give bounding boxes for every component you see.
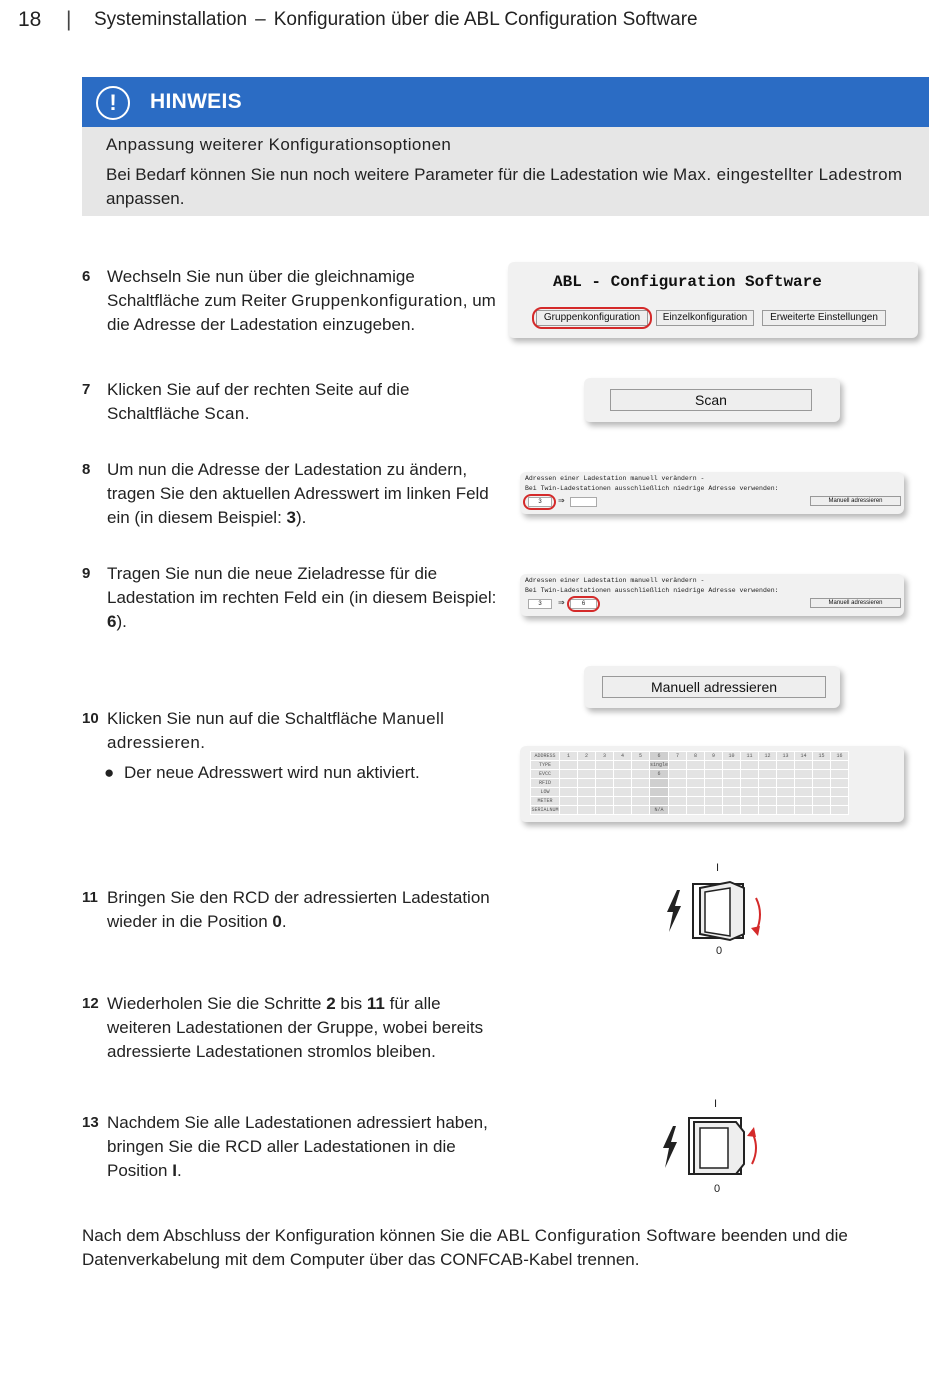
step-text — [107, 562, 502, 634]
grid-cell: 14 — [795, 752, 813, 761]
step-12 — [82, 992, 502, 1064]
grid-row — [531, 761, 849, 770]
hint-title: HINWEIS — [150, 90, 242, 113]
tab-einzelkonfiguration[interactable]: Einzelkonfiguration — [656, 310, 754, 326]
grid-row-label: SERIALNUM — [531, 807, 559, 813]
step-number: 8 — [82, 461, 91, 478]
closing-text-post: beenden und die Datenverkabelung mit dem Computer über das CONFCAB-Kabel trennen. — [82, 1226, 848, 1269]
grid-cell: 13 — [777, 752, 795, 761]
step-9 — [82, 562, 502, 634]
step-text-em: 6 — [107, 612, 117, 631]
rcd-label-i: I — [716, 862, 720, 874]
step-7 — [82, 378, 502, 426]
to-address-input[interactable]: 6 — [570, 599, 597, 609]
hint-subtitle: Anpassung weiterer Konfigurationsoptionen — [106, 135, 452, 154]
grid-row — [531, 797, 849, 806]
closing-paragraph — [82, 1224, 922, 1272]
grid-cell: 2 — [578, 752, 596, 761]
rcd-label-i: I — [714, 1098, 718, 1110]
header-title: Konfiguration über die ABL Configuration Software — [273, 9, 698, 30]
rcd-label-0: 0 — [714, 1183, 721, 1195]
from-address-input[interactable]: 3 — [528, 497, 552, 507]
grid-cell: 16 — [831, 752, 849, 761]
step-text-pre: Wiederholen Sie die Schritte — [107, 994, 327, 1013]
manual-address-screenshot-2 — [520, 574, 904, 616]
step-text — [107, 458, 502, 530]
step-number: 11 — [82, 889, 98, 906]
step-text-post: . — [200, 733, 205, 752]
from-address-input[interactable]: 3 — [528, 599, 552, 609]
step-text — [107, 378, 502, 426]
rcd-on-illustration — [656, 1098, 766, 1198]
page-header — [94, 9, 698, 31]
grid-cell: ADDRESS — [531, 752, 560, 761]
rcd-label-0: 0 — [716, 945, 723, 957]
grid-row-label: EVCC — [531, 770, 560, 779]
step-text-em: Scan — [204, 404, 245, 423]
app-title: ABL - Configuration Software — [553, 273, 822, 291]
header-separator: | — [66, 8, 72, 31]
bullet-dot-icon: ● — [104, 763, 115, 782]
lightning-icon — [663, 1126, 677, 1168]
step-text-pre: Um nun die Adresse der Ladestation zu ändern, tragen Sie den aktuellen Adresswert im linken Feld ein (in diesem Beispiel: — [107, 460, 489, 527]
manual-address-button[interactable]: Manuell adressieren — [810, 496, 901, 506]
step-text-post: ). — [116, 612, 127, 631]
grid-row-label: METER — [531, 797, 560, 806]
rcd-switch-down-graphic — [660, 876, 770, 946]
highlight-ring — [532, 307, 652, 329]
step-number: 10 — [82, 710, 99, 727]
step-text — [107, 265, 502, 337]
abl-software-tabs-screenshot — [508, 262, 918, 338]
step-6 — [82, 265, 502, 337]
grid-row — [531, 770, 849, 779]
step-8 — [82, 458, 502, 530]
step-text — [107, 886, 502, 934]
hint-body-text: Bei Bedarf können Sie nun noch weitere Parameter für die Ladestation wie — [106, 165, 674, 184]
step-text-em: 0 — [272, 912, 282, 931]
exclamation-icon: ! — [96, 86, 130, 120]
closing-text-pre: Nach dem Abschluss der Konfiguration können Sie die — [82, 1226, 497, 1245]
step-11 — [82, 886, 502, 934]
arrow-icon: ⇒ — [558, 598, 565, 607]
grid-row-label: LOW — [531, 788, 560, 797]
hint-title-bar — [82, 77, 929, 127]
step-number: 9 — [82, 565, 91, 582]
step-number: 12 — [82, 995, 99, 1012]
step-text-post: . — [176, 1161, 182, 1180]
lightning-icon — [667, 890, 681, 932]
step-text-post: , um die Adresse der Ladestation einzugeben. — [107, 291, 496, 334]
step-text-post: . — [244, 404, 250, 423]
step-number: 6 — [82, 268, 91, 285]
step-text-pre: Klicken Sie auf der rechten Seite auf die Schaltfläche — [107, 380, 410, 423]
header-dash: – — [255, 9, 266, 30]
step-text — [107, 707, 502, 755]
scan-button[interactable]: Scan — [610, 389, 812, 411]
header-section: Systeminstallation — [94, 9, 248, 30]
grid-cell: 9 — [705, 752, 723, 761]
grid-cell: 7 — [669, 752, 687, 761]
step-text-em: 2 — [326, 994, 336, 1013]
step-text-em: Manuell adressieren — [107, 709, 445, 752]
step-13 — [82, 1111, 502, 1183]
step-text — [107, 992, 502, 1064]
grid-cell: 15 — [813, 752, 831, 761]
step-text-post: ). — [296, 508, 307, 527]
hint-box — [82, 77, 929, 216]
step-text-em: 3 — [286, 508, 296, 527]
addr-line-2: Bei Twin-Ladestationen ausschließlich niedrige Adresse verwenden: — [525, 587, 779, 594]
grid-header-row — [531, 752, 849, 761]
step-text-post: . — [281, 912, 287, 931]
step-number: 13 — [82, 1114, 99, 1131]
highlight-ring — [523, 494, 556, 510]
page-number: 18 — [18, 8, 42, 31]
step-text-mid: bis — [335, 994, 367, 1013]
hint-body — [106, 163, 911, 211]
grid-cell: 12 — [759, 752, 777, 761]
addr-line-2: Bei Twin-Ladestationen ausschließlich niedrige Adresse verwenden: — [525, 485, 779, 492]
grid-cell: N/A — [650, 806, 669, 815]
step-text-pre: Bringen Sie den RCD der adressierten Ladestation wieder in die Position — [107, 888, 490, 931]
tab-erweiterte-einstellungen[interactable]: Erweiterte Einstellungen — [762, 310, 886, 326]
grid-cell — [650, 797, 669, 806]
hint-body-end: anpassen. — [106, 189, 185, 208]
grid-cell: 5 — [632, 752, 650, 761]
grid-cell: 6 — [650, 770, 669, 779]
address-grid-screenshot — [520, 746, 904, 822]
grid-cell: 10 — [723, 752, 741, 761]
step-text-em2: 11 — [366, 994, 385, 1013]
step-text-pre: Nachdem Sie alle Ladestationen adressiert haben, bringen Sie die RCD aller Ladestationen in die Position — [107, 1113, 488, 1180]
grid-cell: single — [650, 762, 669, 768]
grid-cell: 3 — [596, 752, 614, 761]
highlight-ring — [567, 596, 600, 612]
manual-address-screenshot-1 — [520, 472, 904, 514]
scan-screenshot — [584, 378, 840, 422]
grid-cell: 4 — [614, 752, 632, 761]
step-bullet — [104, 761, 502, 785]
closing-text-em: ABL Configuration Software — [496, 1226, 717, 1245]
grid-row — [531, 806, 849, 815]
grid-cell — [650, 788, 669, 797]
grid-cell: 6 — [650, 752, 669, 761]
grid-row-label: RFID — [531, 779, 560, 788]
arrow-icon: ⇒ — [558, 496, 565, 505]
grid-row — [531, 788, 849, 797]
step-number: 7 — [82, 381, 91, 398]
grid-cell: 8 — [687, 752, 705, 761]
rcd-switch-up-graphic — [656, 1112, 766, 1182]
manual-address-button[interactable]: Manuell adressieren — [810, 598, 901, 608]
hint-body-param: Max. eingestellter Ladestrom — [673, 165, 903, 184]
step-text-em: Gruppenkonfiguration — [291, 291, 463, 310]
step-text-em: I — [172, 1161, 177, 1180]
bullet-text: Der neue Adresswert wird nun aktiviert. — [124, 763, 420, 782]
manual-address-large-screenshot — [584, 666, 840, 708]
step-text-pre: Wechseln Sie nun über die gleichnamige Schaltfläche zum Reiter — [107, 267, 415, 310]
rcd-off-illustration — [660, 862, 770, 960]
grid-cell: 11 — [741, 752, 759, 761]
tab-gruppenkonfiguration[interactable]: Gruppenkonfiguration — [536, 310, 648, 326]
grid-row-label: TYPE — [531, 761, 560, 770]
grid-cell — [650, 779, 669, 788]
step-text — [107, 1111, 502, 1183]
address-grid — [530, 751, 849, 815]
step-text-pre: Klicken Sie nun auf die Schaltfläche — [107, 709, 383, 728]
step-10 — [82, 707, 502, 785]
step-text-pre: Tragen Sie nun die neue Zieladresse für die Ladestation im rechten Feld ein (in diesem Beispiel: — [107, 564, 497, 607]
grid-cell: 1 — [560, 752, 578, 761]
addr-line-1: Adressen einer Ladestation manuell verändern - — [525, 475, 705, 482]
grid-row — [531, 779, 849, 788]
to-address-input[interactable] — [570, 497, 597, 507]
step-text-post: für alle weiteren Ladestationen der Gruppe, wobei bereits adressierte Ladestationen stromlos bleiben. — [107, 994, 484, 1061]
addr-line-1: Adressen einer Ladestation manuell verändern - — [525, 577, 705, 584]
manual-address-large-button[interactable]: Manuell adressieren — [602, 676, 826, 698]
